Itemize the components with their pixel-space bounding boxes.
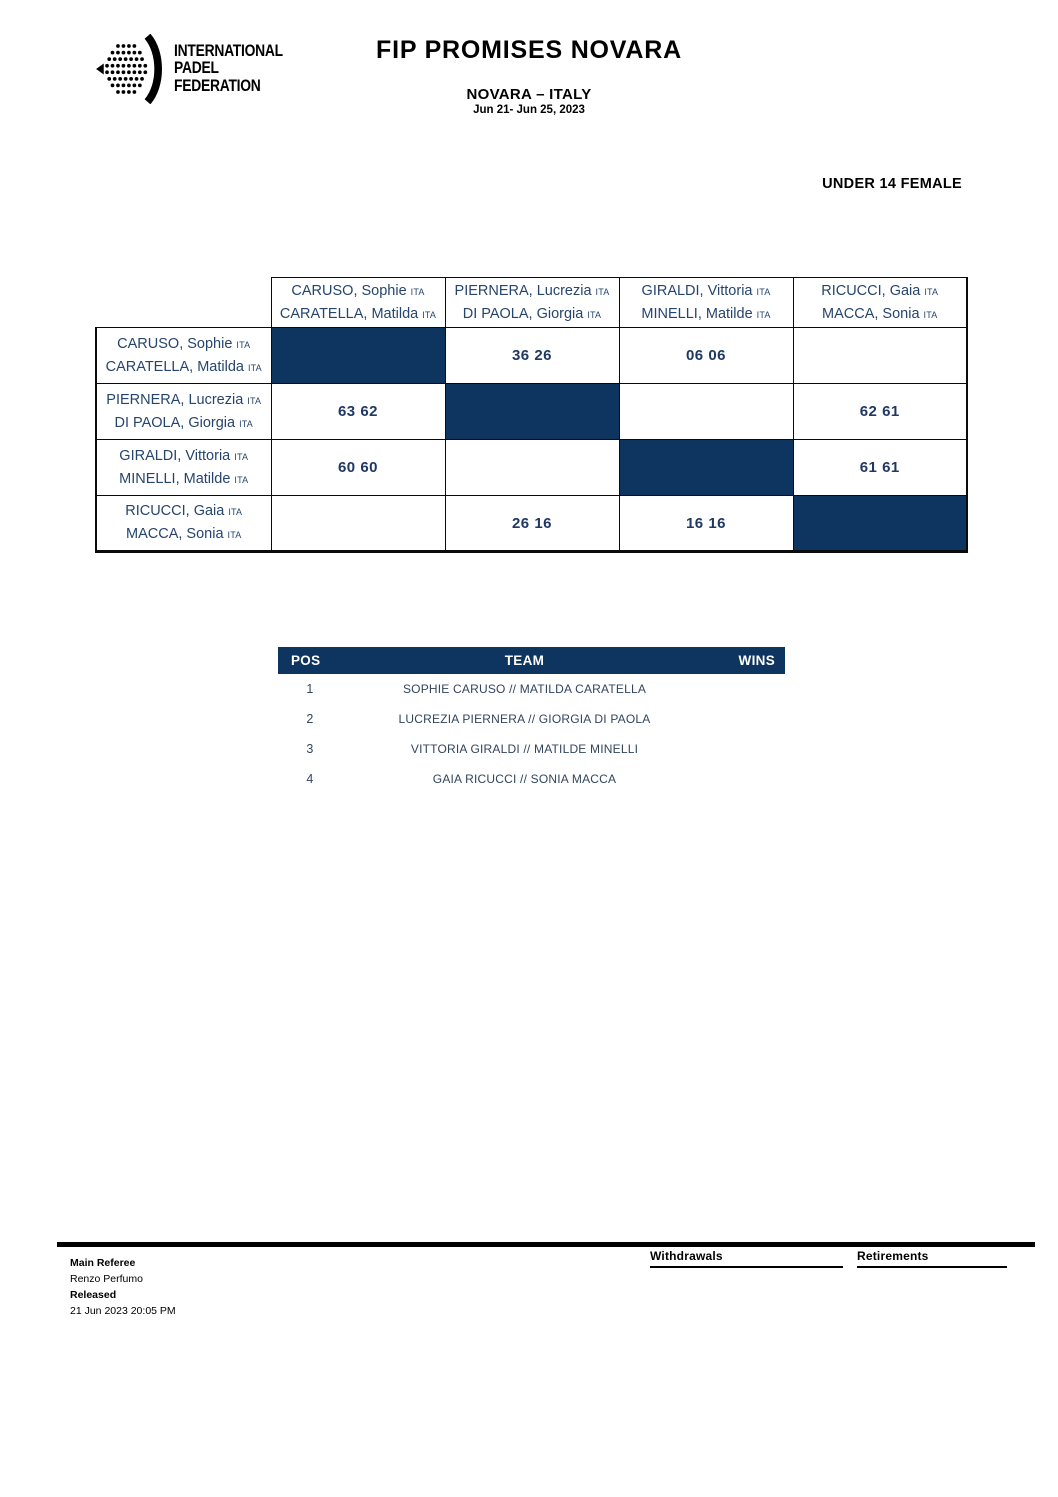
logo-arrow-shape: [96, 64, 104, 75]
logo-word-3: FEDERATION: [174, 76, 261, 95]
standings-header-wins: WINS: [738, 653, 775, 668]
matrix-row-header-team-2: PIERNERA, Lucrezia ITA DI PAOLA, Giorgia ITA: [96, 384, 271, 440]
standings-pos: 1: [306, 682, 314, 696]
matrix-diagonal-cell: [619, 440, 793, 496]
standings-team: GAIA RICUCCI // SONIA MACCA: [432, 772, 617, 786]
score-cell-r4c2: 26 16: [445, 496, 619, 552]
standings-row-1: [278, 674, 785, 704]
withdrawals-heading: Withdrawals: [650, 1249, 843, 1268]
released-label: Released: [70, 1289, 117, 1301]
score-cell-r1c2: 36 26: [445, 328, 619, 384]
standings-pos: 2: [306, 712, 314, 726]
footer-divider: [57, 1242, 1035, 1247]
matrix-diagonal-cell: [271, 328, 445, 384]
standings-row-3: [278, 734, 785, 764]
standings-team: VITTORIA GIRALDI // MATILDE MINELLI: [410, 742, 639, 756]
logo-word-2: PADEL: [174, 59, 219, 78]
tournament-dates: Jun 21- Jun 25, 2023: [473, 104, 585, 116]
matrix-col-header-team-2: PIERNERA, Lucrezia ITA DI PAOLA, Giorgia ITA: [445, 278, 619, 328]
score-cell-r3c4: 61 61: [793, 440, 967, 496]
released-datetime: 21 Jun 2023 20:05 PM: [70, 1305, 176, 1317]
category-label: UNDER 14 FEMALE: [822, 176, 962, 192]
matrix-row-header-team-3: GIRALDI, Vittoria ITA MINELLI, Matilde ITA: [96, 440, 271, 496]
score-cell-r2c4: 62 61: [793, 384, 967, 440]
score-cell-r4c3: 16 16: [619, 496, 793, 552]
score-cell-r1c4: [793, 328, 967, 384]
matrix-col-header-team-3: GIRALDI, Vittoria ITA MINELLI, Matilde ITA: [619, 278, 793, 328]
standings-pos: 3: [306, 742, 314, 756]
matrix-row-team-4: [96, 496, 967, 552]
retirements-heading: Retirements: [857, 1249, 1007, 1268]
standings-table: [278, 647, 785, 794]
score-cell-r4c1: [271, 496, 445, 552]
standings-header-pos: POS: [291, 653, 321, 668]
matrix-row-team-2: [96, 384, 967, 440]
standings-pos: 4: [306, 772, 314, 786]
standings-row-2: [278, 704, 785, 734]
matrix-row-header-team-4: RICUCCI, Gaia ITA MACCA, Sonia ITA: [96, 496, 271, 552]
main-referee-label: Main Referee: [70, 1257, 136, 1269]
score-cell-r2c3: [619, 384, 793, 440]
score-cell-r3c2: [445, 440, 619, 496]
matrix-diagonal-cell: [793, 496, 967, 552]
matrix-header-row: [96, 278, 967, 328]
matrix-row-team-3: [96, 440, 967, 496]
score-cell-r2c1: 63 62: [271, 384, 445, 440]
standings-team: LUCREZIA PIERNERA // GIORGIA DI PAOLA: [398, 712, 651, 726]
matrix-row-header-team-1: CARUSO, Sophie ITA CARATELLA, Matilda ITA: [96, 328, 271, 384]
standings-row-4: [278, 764, 785, 794]
standings-team: SOPHIE CARUSO // MATILDA CARATELLA: [402, 682, 647, 696]
main-referee-name: Renzo Perfumo: [70, 1273, 143, 1285]
matrix-corner-cell: [96, 278, 271, 328]
logo-word-1: INTERNATIONAL: [174, 42, 283, 61]
score-cell-r3c1: 60 60: [271, 440, 445, 496]
matrix-diagonal-cell: [445, 384, 619, 440]
standings-header-team: TEAM: [504, 653, 545, 668]
tournament-location: NOVARA – ITALY: [466, 86, 592, 103]
matrix-col-header-team-1: CARUSO, Sophie ITA CARATELLA, Matilda ITA: [271, 278, 445, 328]
round-robin-matrix: [95, 277, 968, 553]
matrix-col-header-team-4: RICUCCI, Gaia ITA MACCA, Sonia ITA: [793, 278, 967, 328]
score-cell-r1c3: 06 06: [619, 328, 793, 384]
footer-referee-block: [70, 1255, 176, 1319]
matrix-row-team-1: [96, 328, 967, 384]
standings-header-row: [278, 647, 785, 674]
tournament-title: FIP PROMISES NOVARA: [376, 36, 682, 64]
